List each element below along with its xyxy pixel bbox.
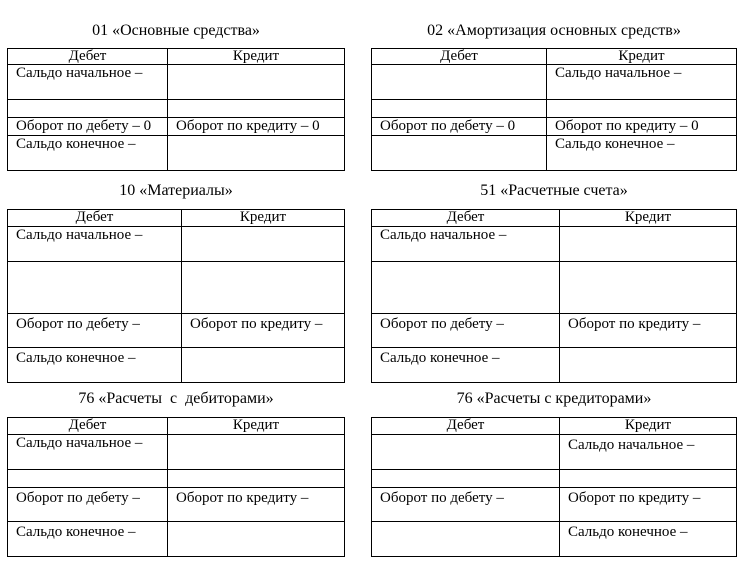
t-account-02 [371,18,737,174]
debit-opening-balance [372,65,547,100]
debit-turnover: Оборот по дебету – 0 [372,118,547,136]
debit-opening-balance: Сальдо начальное – [8,227,182,262]
t-account-76-creditors [371,388,737,563]
credit-header: Кредит [560,418,737,435]
credit-turnover: Оборот по кредиту – 0 [547,118,737,136]
account-title: 76 «Расчеты с кредиторами» [456,390,652,407]
debit-entries [8,470,168,488]
t-account-table [7,417,345,557]
debit-turnover: Оборот по дебету – [372,488,560,522]
credit-header: Кредит [168,49,345,65]
account-title: 51 «Расчетные счета» [480,182,628,199]
account-title: 10 «Материалы» [119,182,233,199]
debit-opening-balance [372,435,560,470]
debit-header: Дебет [8,49,168,65]
debit-header: Дебет [372,49,547,65]
debit-entries [372,262,560,314]
t-account-76-debtors [7,388,345,563]
credit-entries [560,262,737,314]
debit-opening-balance: Сальдо начальное – [372,227,560,262]
debit-entries [372,470,560,488]
account-title: 02 «Амортизация основных средств» [427,22,681,39]
debit-turnover: Оборот по дебету – [8,488,168,522]
credit-entries [182,262,345,314]
account-title: 76 «Расчеты с дебиторами» [78,390,274,407]
debit-closing-balance: Сальдо конечное – [8,136,168,171]
credit-header: Кредит [182,210,345,227]
credit-closing-balance: Сальдо конечное – [560,522,737,557]
credit-header: Кредит [560,210,737,227]
t-account-table [7,209,345,383]
credit-header: Кредит [168,418,345,435]
debit-turnover: Оборот по дебету – [8,314,182,348]
debit-entries [8,100,168,118]
credit-opening-balance [182,227,345,262]
credit-header: Кредит [547,49,737,65]
credit-entries [168,470,345,488]
credit-turnover: Оборот по кредиту – [182,314,345,348]
debit-entries [8,262,182,314]
credit-turnover: Оборот по кредиту – 0 [168,118,345,136]
debit-closing-balance: Сальдо конечное – [8,348,182,383]
debit-closing-balance [372,136,547,171]
debit-turnover: Оборот по дебету – [372,314,560,348]
credit-closing-balance [182,348,345,383]
debit-header: Дебет [8,418,168,435]
debit-closing-balance: Сальдо конечное – [372,348,560,383]
credit-entries [547,100,737,118]
credit-opening-balance: Сальдо начальное – [560,435,737,470]
t-account-table [371,417,737,557]
credit-opening-balance [168,435,345,470]
debit-header: Дебет [372,210,560,227]
credit-turnover: Оборот по кредиту – [168,488,345,522]
t-account-table [371,209,737,383]
t-account-01 [7,18,345,174]
debit-closing-balance [372,522,560,557]
debit-header: Дебет [372,418,560,435]
credit-entries [560,470,737,488]
credit-closing-balance [168,136,345,171]
t-account-10 [7,180,345,385]
account-title: 01 «Основные средства» [92,22,260,39]
credit-entries [168,100,345,118]
t-account-51 [371,180,737,385]
debit-entries [372,100,547,118]
credit-closing-balance [560,348,737,383]
debit-header: Дебет [8,210,182,227]
credit-closing-balance: Сальдо конечное – [547,136,737,171]
credit-turnover: Оборот по кредиту – [560,314,737,348]
credit-closing-balance [168,522,345,557]
t-account-table [7,48,345,171]
credit-opening-balance: Сальдо начальное – [547,65,737,100]
credit-turnover: Оборот по кредиту – [560,488,737,522]
debit-opening-balance: Сальдо начальное – [8,65,168,100]
debit-opening-balance: Сальдо начальное – [8,435,168,470]
debit-closing-balance: Сальдо конечное – [8,522,168,557]
credit-opening-balance [560,227,737,262]
credit-opening-balance [168,65,345,100]
debit-turnover: Оборот по дебету – 0 [8,118,168,136]
t-account-table [371,48,737,171]
